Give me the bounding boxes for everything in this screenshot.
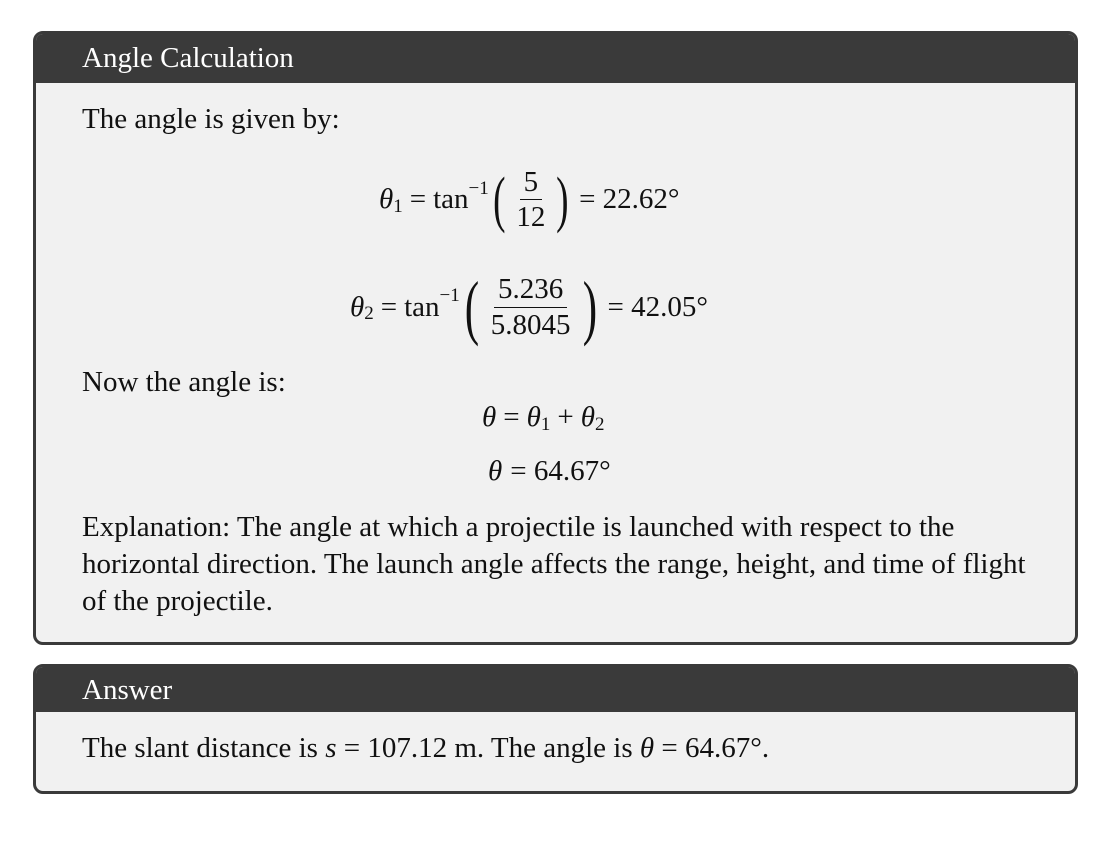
answer-text-prefix: The slant distance is xyxy=(82,732,326,764)
angle-calculation-title: Angle Calculation xyxy=(36,34,1075,83)
eq2-right-paren: ) xyxy=(582,267,597,347)
eq2-tan: tan xyxy=(404,290,440,323)
answer-theta-value: = 64.67°. xyxy=(654,732,770,764)
equation-theta2 xyxy=(350,267,708,347)
eq3-plus: + xyxy=(557,401,574,433)
eq1-right-paren: ) xyxy=(556,165,569,234)
answer-box xyxy=(33,664,1078,794)
now-text: Now the angle is: xyxy=(82,366,286,398)
eq3-equals: = xyxy=(503,401,520,433)
eq4-rhs: = 64.67° xyxy=(510,455,611,487)
eq2-numerator: 5.236 xyxy=(494,274,567,307)
eq2-tan-sup: −1 xyxy=(439,285,460,306)
answer-s-value: = 107.12 m. The angle is xyxy=(336,732,640,764)
eq1-fraction xyxy=(512,167,549,233)
eq2-theta: θ xyxy=(350,290,365,323)
eq3-theta: θ xyxy=(482,401,497,433)
eq2-equals: = xyxy=(380,290,398,323)
eq2-fraction xyxy=(487,274,575,340)
eq3-theta1: θ xyxy=(526,401,541,433)
eq4-theta: θ xyxy=(488,455,503,487)
eq2-left-paren: ( xyxy=(464,267,479,347)
eq1-equals: = xyxy=(409,183,427,216)
angle-calculation-box xyxy=(33,31,1078,645)
answer-s-symbol: s xyxy=(325,732,337,764)
eq1-denominator: 12 xyxy=(516,201,546,234)
eq2-denominator: 5.8045 xyxy=(490,308,571,341)
eq1-result: = 22.62° xyxy=(579,183,680,216)
eq2-theta-sub: 2 xyxy=(364,303,374,324)
eq1-theta: θ xyxy=(379,183,394,216)
eq1-tan: tan xyxy=(433,183,469,216)
eq1-theta-sub: 1 xyxy=(393,195,403,217)
answer-text xyxy=(82,732,769,765)
eq1-tan-sup: −1 xyxy=(468,177,489,199)
eq3-theta2-sub: 2 xyxy=(594,413,605,435)
eq1-left-paren: ( xyxy=(492,165,506,234)
eq2-result: = 42.05° xyxy=(607,290,708,323)
explanation-text: Explanation: The angle at which a projectile is launched with respect to the horizontal direction. The launch angle affects the range, height, and time of flight of the projectile. xyxy=(82,511,1026,617)
eq1-numerator: 5 xyxy=(520,167,543,200)
intro-text: The angle is given by: xyxy=(82,103,340,135)
equation-sum xyxy=(482,401,604,434)
eq3-theta1-sub: 1 xyxy=(540,413,551,435)
answer-title: Answer xyxy=(36,667,1075,712)
answer-theta-symbol: θ xyxy=(639,732,655,764)
equation-result xyxy=(488,455,611,488)
eq3-theta2: θ xyxy=(580,401,595,433)
equation-theta1 xyxy=(379,167,680,233)
